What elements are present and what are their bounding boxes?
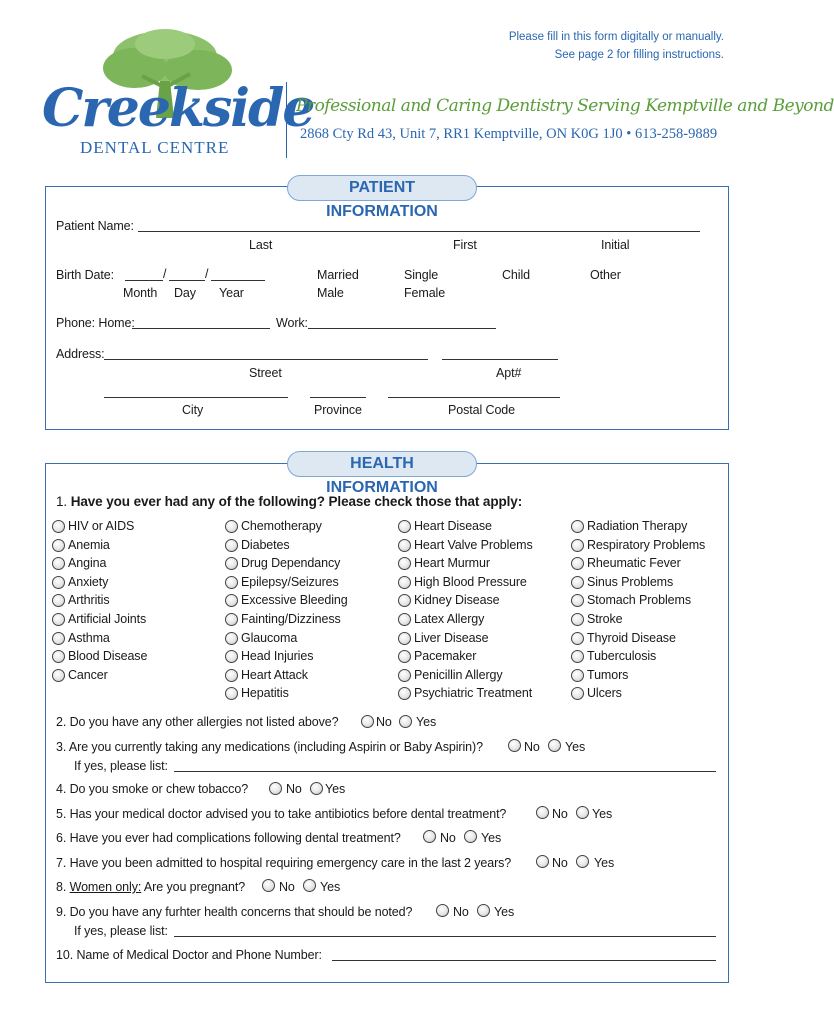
condition-checkbox[interactable]	[225, 539, 238, 552]
q8-yes-radio[interactable]	[303, 879, 316, 892]
condition-checkbox[interactable]	[398, 576, 411, 589]
condition-label: Sinus Problems	[587, 574, 674, 589]
condition-checkbox[interactable]	[52, 632, 65, 645]
condition-label: Epilepsy/Seizures	[241, 574, 339, 589]
question-2: 2. Do you have any other allergies not listed above?	[56, 715, 339, 729]
q2-no-radio[interactable]	[361, 715, 374, 728]
condition-label: Ulcers	[587, 686, 622, 701]
condition-checkbox[interactable]	[52, 539, 65, 552]
child-option[interactable]: Child	[502, 268, 530, 282]
q5-yes-radio[interactable]	[576, 806, 589, 819]
condition-label: Hepatitis	[241, 686, 289, 701]
q4-no-radio[interactable]	[269, 782, 282, 795]
condition-label: Thyroid Disease	[587, 630, 676, 645]
condition-checkbox[interactable]	[225, 576, 238, 589]
logo-name: Creekside	[42, 78, 314, 139]
q5-no-label: No	[552, 807, 568, 821]
condition-label: Asthma	[68, 630, 110, 645]
condition-label: Artificial Joints	[68, 612, 147, 626]
province-field[interactable]	[310, 397, 366, 398]
condition-label: Kidney Disease	[414, 593, 500, 608]
birth-month-field[interactable]	[125, 280, 163, 281]
condition-label: Drug Dependancy	[241, 556, 341, 571]
birth-day-field[interactable]	[169, 280, 205, 281]
q9-yes-label: Yes	[494, 905, 515, 919]
condition-label: Head Injuries	[241, 649, 314, 664]
q5-no-radio[interactable]	[536, 806, 549, 819]
q6-no-label: No	[440, 831, 456, 845]
q8-no-label: No	[279, 880, 295, 894]
q9-yes-radio[interactable]	[477, 904, 490, 917]
condition-label: Tuberculosis	[587, 649, 657, 664]
condition-checkbox[interactable]	[571, 520, 584, 533]
condition-label: Anxiety	[68, 574, 109, 589]
month-label: Month	[123, 286, 158, 300]
medical-doctor-field[interactable]	[332, 960, 716, 961]
q9-no-label: No	[453, 905, 469, 919]
health-concerns-field[interactable]	[174, 936, 716, 937]
condition-label: Heart Valve Problems	[414, 537, 533, 552]
clinic-address: 2868 Cty Rd 43, Unit 7, RR1 Kemptville, ON K0G 1J0 • 613-258-9889	[300, 126, 718, 142]
day-label: Day	[174, 286, 196, 300]
city-field[interactable]	[104, 397, 288, 398]
q3-no-label: No	[524, 740, 540, 754]
condition-label: Latex Allergy	[414, 612, 485, 626]
condition-label: Heart Murmur	[414, 556, 490, 571]
date-slash: /	[205, 267, 209, 281]
q4-yes-radio[interactable]	[310, 782, 323, 795]
year-label: Year	[219, 286, 244, 300]
condition-label: Heart Attack	[241, 667, 308, 682]
question-9: 9. Do you have any furhter health concerns that should be noted?	[56, 905, 413, 919]
condition-label: Psychiatric Treatment	[414, 686, 533, 701]
patient-name-label: Patient Name:	[56, 219, 134, 233]
q7-yes-label: Yes	[594, 856, 615, 870]
condition-label: Glaucoma	[241, 630, 298, 645]
q4-yes-label: Yes	[325, 782, 346, 796]
condition-checkbox[interactable]	[52, 576, 65, 589]
q2-yes-radio[interactable]	[399, 715, 412, 728]
tagline: Professional and Caring Dentistry Serving Kemptville and Beyond	[296, 96, 834, 116]
address-label: Address:	[56, 347, 105, 361]
condition-label: Excessive Bleeding	[241, 593, 348, 608]
city-label: City	[182, 403, 204, 417]
condition-label: Pacemaker	[414, 649, 477, 664]
condition-checkbox[interactable]	[398, 539, 411, 552]
question-10: 10. Name of Medical Doctor and Phone Number:	[56, 948, 322, 962]
q3-yes-label: Yes	[565, 740, 586, 754]
condition-checkbox[interactable]	[225, 632, 238, 645]
q2-yes-label: Yes	[416, 715, 437, 729]
condition-label: Diabetes	[241, 537, 290, 552]
birth-year-field[interactable]	[211, 280, 265, 281]
condition-label: Anemia	[68, 537, 110, 552]
condition-label: Penicillin Allergy	[414, 667, 503, 682]
condition-label: Radiation Therapy	[587, 519, 688, 533]
province-label: Province	[314, 403, 362, 417]
condition-checkbox[interactable]	[398, 613, 411, 626]
q8-no-radio[interactable]	[262, 879, 275, 892]
q2-no-label: No	[376, 715, 392, 729]
postal-code-label: Postal Code	[448, 403, 515, 417]
q9-no-radio[interactable]	[436, 904, 449, 917]
condition-checkbox[interactable]	[52, 520, 65, 533]
street-label: Street	[249, 366, 282, 380]
q6-yes-radio[interactable]	[464, 830, 477, 843]
question-8-text: Are you pregnant?	[143, 880, 246, 894]
question-1	[56, 495, 522, 509]
condition-label: Heart Disease	[414, 519, 492, 533]
question-7: 7. Have you been admitted to hospital requiring emergency care in the last 2 years?	[56, 856, 512, 870]
condition-label: Fainting/Dizziness	[241, 612, 341, 626]
phone-home-label: Phone: Home:	[56, 316, 135, 330]
apt-field[interactable]	[442, 359, 558, 360]
condition-label: Tumors	[587, 667, 629, 682]
condition-label: Stomach Problems	[587, 593, 691, 608]
fill-instructions-note	[509, 28, 724, 64]
condition-label: Arthritis	[68, 593, 110, 608]
condition-checkbox[interactable]	[52, 669, 65, 682]
condition-checkbox[interactable]	[225, 613, 238, 626]
q7-yes-radio[interactable]	[576, 855, 589, 868]
note-line-1: Please fill in this form digitally or manually.	[508, 31, 724, 43]
q7-no-radio[interactable]	[536, 855, 549, 868]
condition-checkbox[interactable]	[398, 520, 411, 533]
female-option[interactable]: Female	[404, 286, 446, 300]
condition-checkbox[interactable]	[571, 539, 584, 552]
postal-code-field[interactable]	[388, 397, 560, 398]
condition-checkbox[interactable]	[52, 613, 65, 626]
condition-checkbox[interactable]	[398, 669, 411, 682]
condition-label: Angina	[68, 556, 107, 571]
single-option[interactable]: Single	[404, 268, 439, 282]
work-phone-field[interactable]	[308, 328, 496, 329]
work-phone-label: Work:	[276, 316, 308, 330]
married-option[interactable]: Married	[317, 268, 359, 282]
question-8-number: 8.	[56, 880, 67, 894]
health-information-title: HEALTH INFORMATION	[287, 451, 477, 477]
phone-home-field[interactable]	[132, 328, 270, 329]
male-option[interactable]: Male	[317, 286, 344, 300]
q9-list-label: If yes, please list:	[74, 924, 168, 938]
q3-no-radio[interactable]	[508, 739, 521, 752]
question-6: 6. Have you ever had complications following dental treatment?	[56, 831, 401, 845]
women-only-label: Women only:	[69, 880, 142, 894]
question-8	[56, 880, 245, 894]
condition-label: Cancer	[68, 667, 108, 682]
q3-yes-radio[interactable]	[548, 739, 561, 752]
condition-checkbox[interactable]	[225, 669, 238, 682]
question-4: 4. Do you smoke or chew tobacco?	[56, 782, 249, 796]
condition-label: Rheumatic Fever	[587, 556, 681, 571]
question-1-number: 1.	[56, 494, 68, 509]
q5-yes-label: Yes	[592, 807, 613, 821]
patient-information-title: PATIENT INFORMATION	[287, 175, 477, 201]
other-option[interactable]: Other	[590, 268, 621, 282]
street-field[interactable]	[104, 359, 428, 360]
question-5: 5. Has your medical doctor advised you to take antibiotics before dental treatment?	[56, 807, 507, 821]
condition-checkbox[interactable]	[398, 632, 411, 645]
q6-yes-label: Yes	[481, 831, 502, 845]
condition-label: Stroke	[587, 612, 623, 626]
patient-name-field[interactable]	[138, 231, 700, 232]
header-divider	[286, 82, 287, 158]
q7-no-label: No	[552, 856, 568, 870]
condition-label: High Blood Pressure	[414, 574, 527, 589]
question-1-text: Have you ever had any of the following? Please check those that apply:	[70, 494, 523, 509]
condition-checkbox[interactable]	[571, 613, 584, 626]
question-3: 3. Are you currently taking any medications (including Aspirin or Baby Aspirin)?	[56, 740, 483, 754]
q8-yes-label: Yes	[320, 880, 341, 894]
condition-label: Respiratory Problems	[587, 537, 706, 552]
q6-no-radio[interactable]	[423, 830, 436, 843]
condition-label: Liver Disease	[414, 630, 489, 645]
condition-label: Chemotherapy	[241, 519, 322, 533]
condition-label: Blood Disease	[68, 649, 148, 664]
logo-subtitle: DENTAL CENTRE	[80, 138, 230, 157]
last-label: Last	[249, 238, 273, 252]
condition-checkbox[interactable]	[571, 632, 584, 645]
note-line-2: See page 2 for filling instructions.	[554, 49, 724, 61]
date-slash: /	[163, 267, 167, 281]
condition-checkbox[interactable]	[225, 520, 238, 533]
birth-date-label: Birth Date:	[56, 268, 114, 282]
medications-list-field[interactable]	[174, 771, 716, 772]
initial-label: Initial	[601, 238, 630, 252]
q3-list-label: If yes, please list:	[74, 759, 168, 773]
condition-label: HIV or AIDS	[68, 519, 135, 533]
condition-checkbox[interactable]	[571, 576, 584, 589]
apt-label: Apt#	[496, 366, 522, 380]
q4-no-label: No	[286, 782, 302, 796]
first-label: First	[453, 238, 477, 252]
logo	[40, 26, 314, 161]
condition-checkbox[interactable]	[571, 669, 584, 682]
